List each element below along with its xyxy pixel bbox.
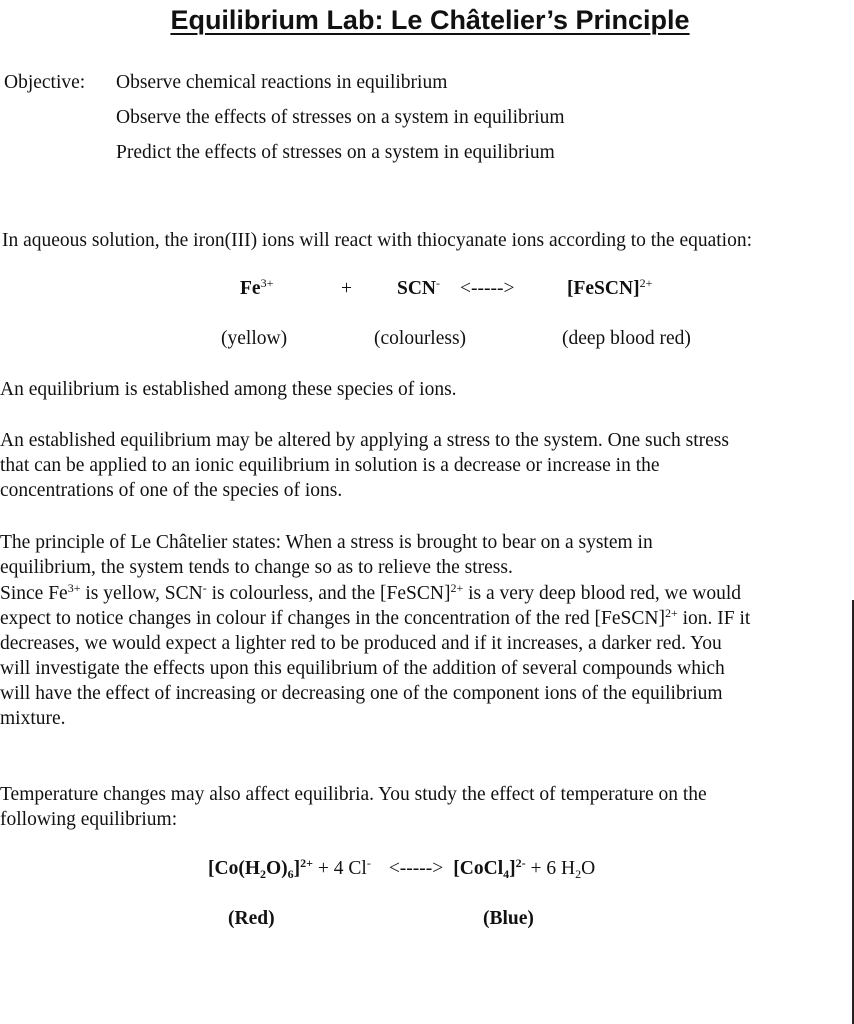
paragraph-principle [0,530,852,580]
charge: - [366,856,371,870]
charge: 2+ [450,581,464,595]
text-run: ion. IF it [677,608,751,629]
paragraph-line: will investigate the effects upon this equilibrium of the addition of several compounds which [0,658,725,679]
charge: 2+ [300,856,314,870]
text-run: ] [293,858,301,879]
species-cobalt-hydrate [208,858,313,879]
species-cobalt-chloride [453,858,525,879]
objective-label: Objective: [4,72,86,93]
paragraph-line [0,581,852,606]
paragraph-temperature [0,782,852,832]
fe-symbol: Fe [240,278,261,299]
paragraph-line: that can be applied to an ionic equilibrium in solution is a decrease or increase in the [0,455,660,476]
paragraph-stress [0,428,852,503]
page-title: Equilibrium Lab: Le Châtelier’s Principle [170,5,690,35]
species-fe3 [240,276,273,301]
subscript: 6 [287,867,294,881]
plus-sign: + [341,278,352,299]
scn-charge: - [436,276,441,290]
paragraph-colour-changes [0,581,852,731]
paragraph-line [0,606,852,631]
equilibrium-arrow: <-----> [388,858,444,879]
objective-item: Observe chemical reactions in equilibrium [116,72,448,93]
charge: - [202,581,207,595]
species-scn [397,276,440,301]
text-run: [CoCl [453,858,504,879]
paragraph-line: equilibrium, the system tends to change so as to relieve the stress. [0,557,513,578]
paragraph-line: Temperature changes may also affect equilibria. You study the effect of temperature on the [0,784,707,805]
text-run: is yellow, SCN [80,583,203,604]
paragraph-line: An established equilibrium may be altered by applying a stress to the system. One such stress [0,430,729,451]
paragraph-line: concentrations of one of the species of ions. [0,480,343,501]
text-run: O) [266,858,288,879]
paragraph-line: following equilibrium: [0,809,178,830]
scn-symbol: SCN [397,278,437,299]
charge: 3+ [67,581,81,595]
objective-item: Observe the effects of stresses on a system in equilibrium [116,107,565,128]
paragraph-equilibrium: An equilibrium is established among these species of ions. [0,379,457,400]
text-run: is colourless, and the [FeSCN] [206,583,451,604]
objective-item: Predict the effects of stresses on a system in equilibrium [116,142,555,163]
intro-paragraph: In aqueous solution, the iron(III) ions will react with thiocyanate ions according to the equation: [2,230,753,251]
charge: 2- [515,856,526,870]
equilibrium-arrow: <-----> [460,278,515,299]
equation-cobalt-line [208,856,595,881]
paragraph-line: The principle of Le Châtelier states: When a stress is brought to bear on a system in [0,532,653,553]
text-run: Since Fe [0,583,68,604]
fe-charge: 3+ [260,276,274,290]
text-run: expect to notice changes in colour if changes in the concentration of the red [FeSCN] [0,608,665,629]
text-run: + 6 H [525,858,576,879]
text-run: O [581,858,596,879]
color-label-fescn: (deep blood red) [562,328,691,349]
paragraph-line: mixture. [0,708,66,729]
paragraph-line: decreases, we would expect a lighter red to be produced and if it increases, a darker red. You [0,633,722,654]
text-run: is a very deep blood red, we would [463,583,742,604]
color-label-scn: (colourless) [374,328,467,349]
color-label-blue: (Blue) [483,908,534,929]
fescn-symbol: [FeSCN] [567,278,640,299]
text-run: + 4 Cl [313,858,367,879]
text-run: [Co(H [208,858,260,879]
text-run: ] [509,858,516,879]
charge: 2+ [664,606,678,620]
color-label-red: (Red) [228,908,275,929]
subscript: 2 [260,867,266,881]
subscript: 4 [503,867,510,881]
subscript: 2 [575,867,582,881]
species-fescn [567,276,652,301]
color-label-fe: (yellow) [221,328,288,349]
fescn-charge: 2+ [639,276,653,290]
paragraph-line: will have the effect of increasing or decreasing one of the component ions of the equilibrium [0,683,723,704]
